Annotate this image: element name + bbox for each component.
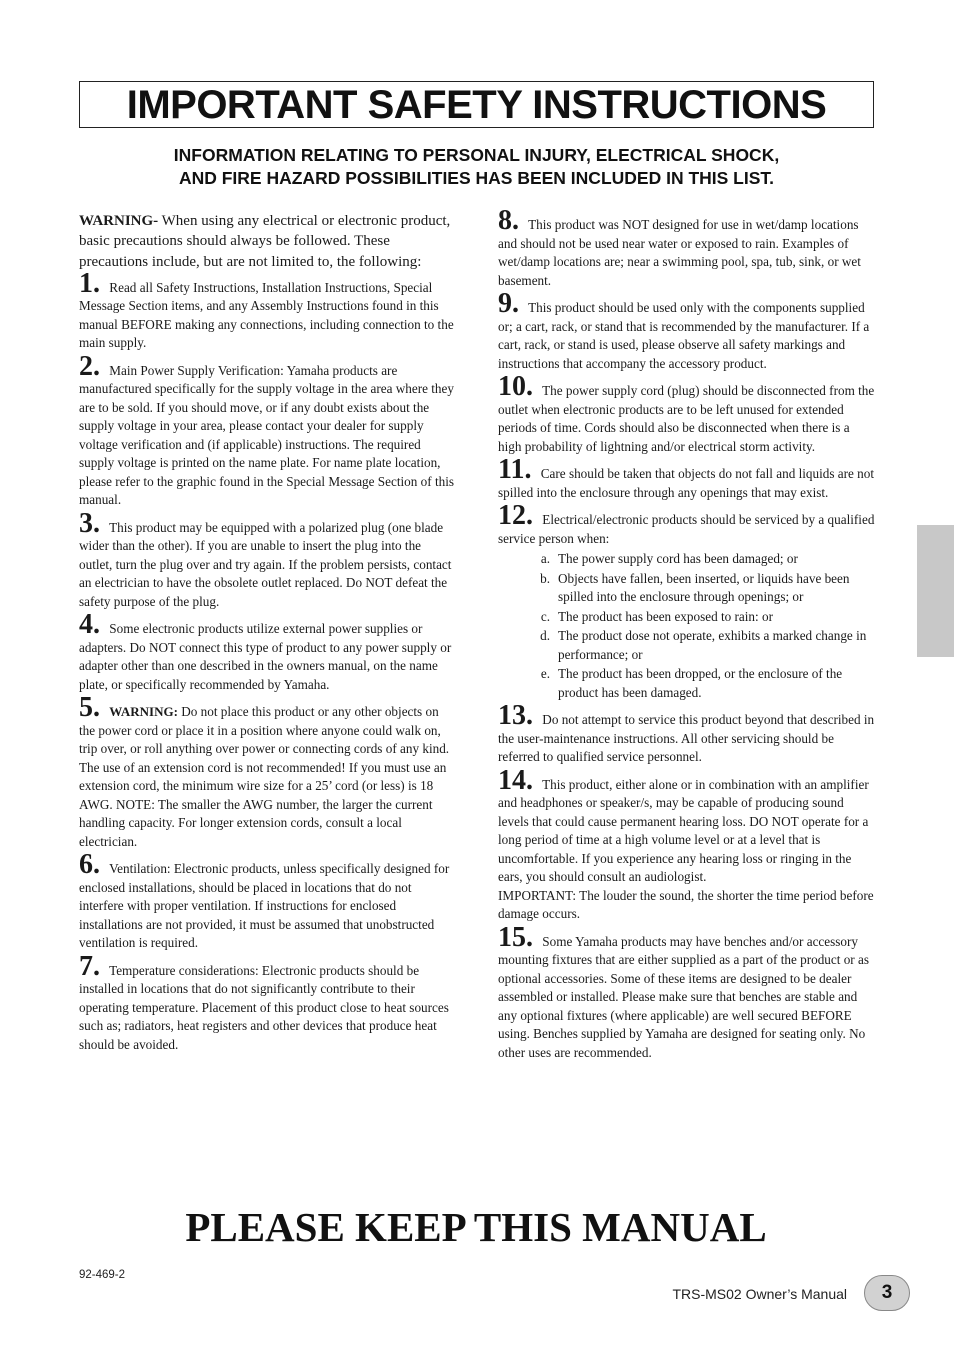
sub-item-text: The power supply cord has been damaged; or: [558, 551, 798, 566]
title-box: [79, 81, 874, 128]
instruction-item-12: [498, 500, 875, 702]
document-code: 92-469-2: [79, 1269, 126, 1281]
sub-item-text: The product has been dropped, or the enclosure of the product has been damaged.: [558, 666, 843, 700]
sub-item-letter: a.: [540, 551, 550, 566]
item-number: 15.: [498, 921, 533, 953]
closing-banner: [0, 1203, 954, 1251]
sub-list-item: [498, 608, 875, 627]
sub-item-letter: c.: [540, 608, 550, 624]
sub-list-item: [498, 665, 875, 702]
sub-list-item: [498, 550, 875, 569]
item-text: Electrical/electronic products should be serviced by a qualified service person when:: [498, 512, 875, 546]
instruction-item-4: [79, 609, 457, 694]
sub-item-text: Objects have fallen, been inserted, or liquids have been spilled into the enclosure through openings; or: [558, 570, 850, 604]
item-number: 9.: [498, 288, 519, 319]
manual-name: TRS-MS02 Owner’s Manual: [672, 1286, 847, 1302]
item-text: Do not attempt to service this product beyond that described in the user-maintenance instructions. All other servicing should be referred to qualified service personnel.: [498, 712, 875, 764]
instruction-item-1: [79, 267, 457, 353]
instruction-item-2: [79, 350, 457, 510]
item-number: 2.: [79, 350, 100, 382]
subtitle-line-1: INFORMATION RELATING TO PERSONAL INJURY, ELECTRICAL SHOCK,: [173, 145, 780, 165]
item-number: 10.: [498, 371, 533, 402]
instruction-item-14: [498, 764, 875, 924]
item-text: Do not place this product or any other objects on the power cord or place it in a position where anyone could walk on, trip over, or roll anything over power or connecting cords of any kind. The use of an extension cord is not recommended! If you must use an extension cord, the minimum wire size for a 25’ cord (or less) is 18 AWG. NOTE: The smaller the AWG number, the larger the current handling capacity. For longer extension cords, consult a local electrician.: [79, 704, 450, 849]
item-number: 11.: [498, 454, 532, 485]
instruction-item-13: [498, 700, 875, 767]
instruction-item-11: [498, 454, 875, 502]
item-text: Care should be taken that objects do not fall and liquids are not spilled into the enclosure through any openings that may exist.: [498, 466, 875, 500]
item-number: 8.: [498, 205, 519, 236]
item-number: 14.: [498, 764, 533, 796]
item-text: Temperature considerations: Electronic products should be installed in locations that do not significantly contribute to their operating temperature. Placement of this product close to heat sources such as; radiators, heat registers and other devices that produce heat should be avoided.: [79, 962, 449, 1052]
subtitle-line-2: AND FIRE HAZARD POSSIBILITIES HAS BEEN INCLUDED IN THIS LIST.: [178, 168, 775, 188]
sub-item-text: The product dose not operate, exhibits a marked change in performance; or: [558, 628, 867, 662]
item-text: This product should be used only with the components supplied or; a cart, rack, or stand that is recommended by the manufacturer. If a cart, rack, or stand is used, please observe all safety markings and instructions that accompany the accessory product.: [498, 300, 870, 371]
item-text: This product was NOT designed for use in wet/damp locations and should not be used near water or exposed to rain. Examples of wet/damp locations are; near a swimming pool, spa, tub, sink, or wet basement.: [498, 217, 861, 288]
item-number: 13.: [498, 700, 533, 731]
sub-item-letter: b.: [540, 570, 550, 586]
item-number: 12.: [498, 500, 533, 531]
instruction-item-3: [79, 507, 457, 612]
item-text: Read all Safety Instructions, Installation Instructions, Special Message Section items, and any Assembly Instructions found in this manual BEFORE making any connections, including connection to the main supply.: [79, 279, 454, 351]
page-number-badge: 3: [864, 1275, 910, 1311]
item-text: This product, either alone or in combination with an amplifier and headphones or speaker/s, may be capable of producing sound levels that could cause permanent hearing loss. DO NOT operate for a long period of time at a high volume level or at a level that is uncomfortable. If you experience any hearing loss or ringing in the ears, you should consult an audiologist.: [498, 776, 869, 884]
item-text: Some Yamaha products may have benches and/or accessory mounting fixtures that are either supplied as a part of the product or as optional accessories. Some of these items are designed to be dealer assembled or installed. Please make sure that benches are stable and any optional fixtures (where applicable) are well secured BEFORE using. Benches supplied by Yamaha are designed for seating only. No other uses are recommended.: [498, 933, 869, 1060]
left-column: [79, 211, 457, 1058]
item-number: 3.: [79, 507, 100, 539]
right-column: [498, 205, 875, 1066]
item-text: The power supply cord (plug) should be disconnected from the outlet when electronic products are to be left unused for extended periods of time. Cords should also be disconnected when there is a high probability of lightning and/or electrical storm activity.: [498, 383, 875, 454]
item-number: 4.: [79, 609, 100, 641]
sub-list-item: [498, 570, 875, 607]
page-title: IMPORTANT SAFETY INSTRUCTIONS: [126, 83, 827, 127]
sub-item-text: The product has been exposed to rain: or: [558, 608, 773, 624]
instruction-item-15: [498, 921, 875, 1063]
item-number: 1.: [79, 267, 100, 299]
item-warning-label: WARNING:: [109, 704, 178, 720]
intro-paragraph: [79, 211, 457, 272]
instruction-item-8: [498, 205, 875, 290]
subtitle: [79, 144, 874, 190]
instruction-item-7: [79, 950, 457, 1055]
item-text: Ventilation: Electronic products, unless specifically designed for enclosed installations, should be placed in locations that do not interfere with proper ventilation. If instructions for enclosed installations are not provided, it must be assumed that unobstructed ventilation is required.: [79, 861, 450, 951]
item-note: IMPORTANT: The louder the sound, the shorter the time period before damage occurs.: [498, 887, 874, 921]
item-text: This product may be equipped with a polarized plug (one blade wider than the other). If you are unable to insert the plug into the outlet, turn the plug over and try again. If the problem persists, contact an electrician to have the obsolete outlet replaced. Do NOT defeat the safety purpose of the plug.: [79, 519, 452, 609]
item-text: Main Power Supply Verification: Yamaha products are manufactured specifically for the supply voltage in the area where they are to be sold. If you should move, or if any doubt exists about the supply voltage in your area, please contact your dealer for supply voltage verification and (if applicable) instructions. The required supply voltage is printed on the name plate. For name plate location, please refer to the graphic found in the Special Message Section of this manual.: [79, 362, 454, 508]
item-number: 7.: [79, 950, 100, 982]
instruction-item-9: [498, 288, 875, 373]
item-number: 5.: [79, 692, 100, 724]
intro-warning-label: WARNING-: [79, 213, 159, 229]
instruction-item-6: [79, 849, 457, 953]
item-number: 6.: [79, 849, 100, 881]
section-tab: [917, 525, 954, 657]
item-text: Some electronic products utilize external power supplies or adapters. Do NOT connect this type of product to any power supply or adapter other than one described in the owners manual, on the name plate, or specifically recommended by Yamaha.: [79, 621, 452, 692]
sub-list: [498, 550, 875, 702]
sub-item-letter: e.: [540, 666, 550, 681]
sub-list-item: [498, 627, 875, 664]
sub-item-letter: d.: [540, 628, 550, 643]
intro-text: When using any electrical or electronic product, basic precautions should always be followed. These precautions include, but are not limited to, the following:: [79, 213, 451, 270]
instruction-item-5: [79, 692, 457, 851]
instruction-item-10: [498, 371, 875, 456]
closing-text: PLEASE KEEP THIS MANUAL: [185, 1204, 767, 1250]
